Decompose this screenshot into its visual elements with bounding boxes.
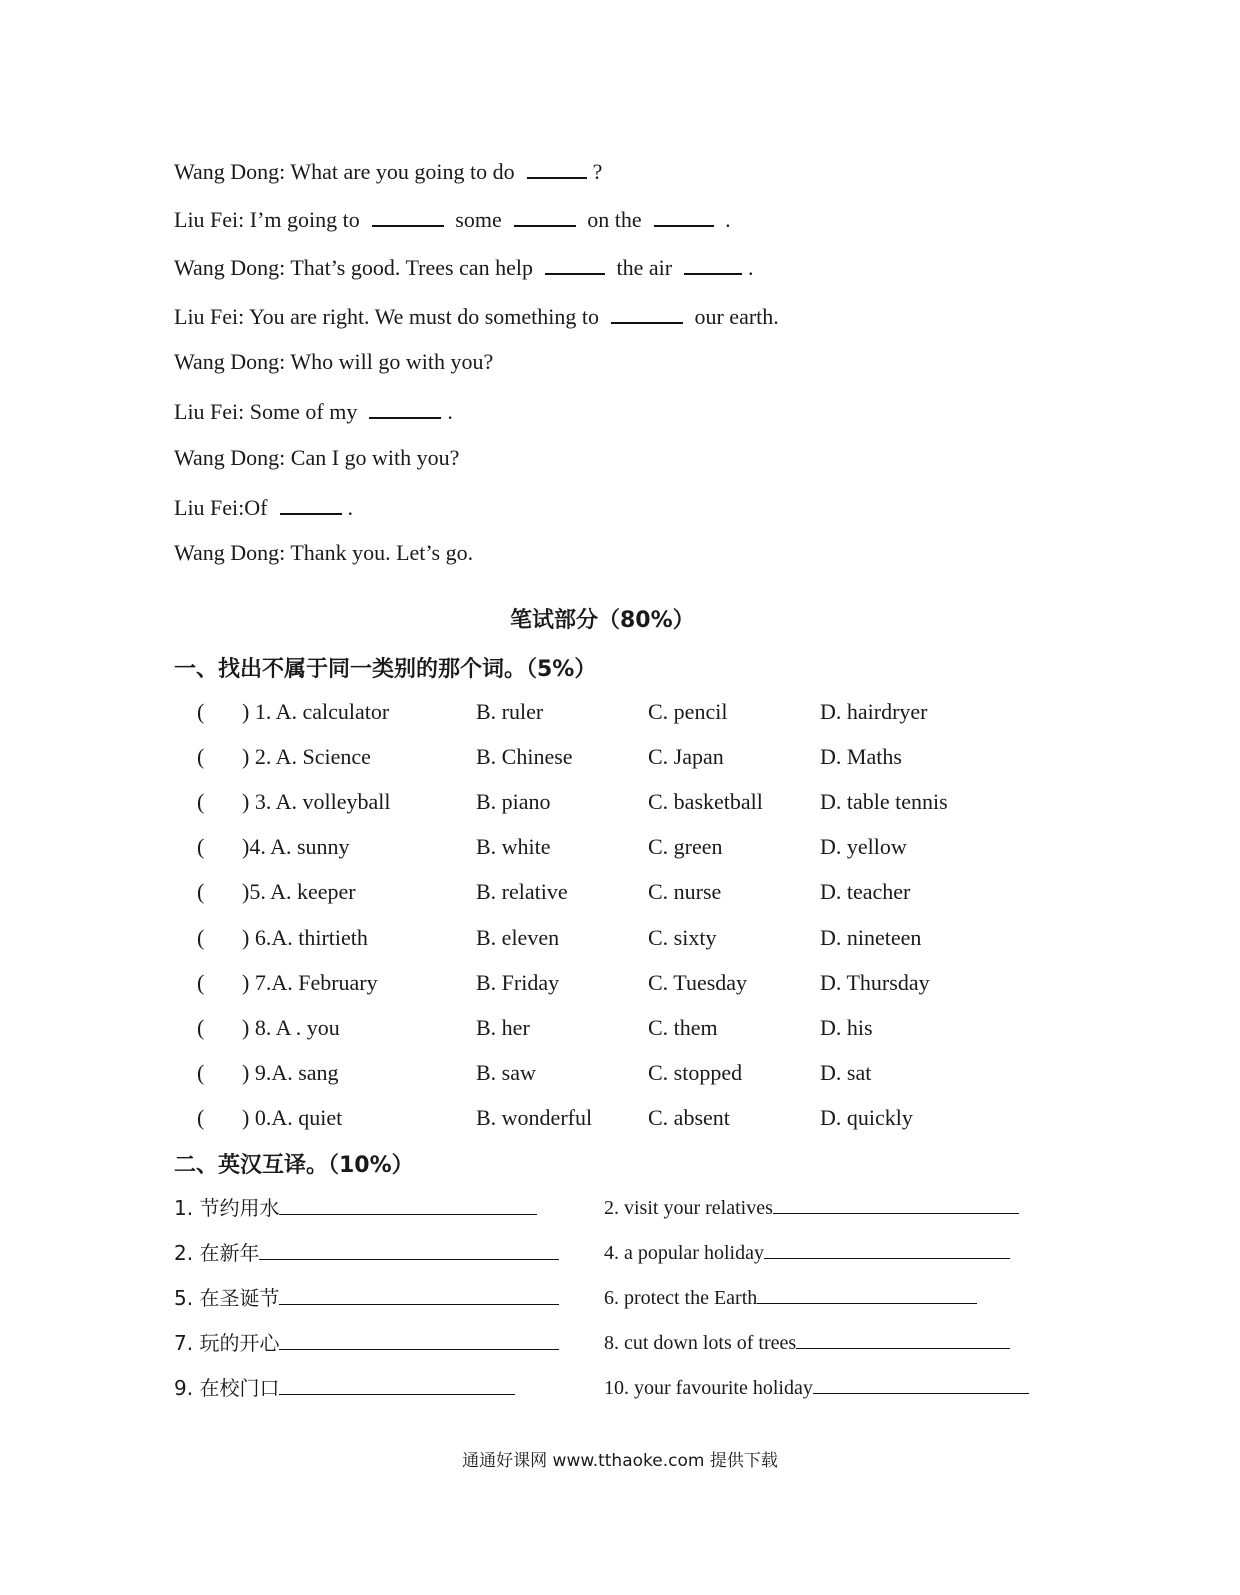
answer-bracket[interactable]: ( [197, 1014, 205, 1040]
translation-item [174, 1285, 559, 1312]
option-num: ) 8. A . you [242, 1014, 340, 1040]
answer-bracket[interactable]: ( [197, 834, 205, 860]
answer-line[interactable] [279, 1331, 559, 1350]
answer-blank[interactable] [611, 302, 683, 324]
dialogue-text: Liu Fei:Of [174, 495, 268, 520]
answer-blank[interactable] [684, 253, 742, 275]
option-b: B. relative [476, 879, 568, 905]
translation-item [604, 1285, 977, 1311]
translation-item [174, 1240, 559, 1267]
translation-prompt: 7. 玩的开心 [174, 1331, 280, 1355]
dialogue-text: Wang Dong: That’s good. Trees can help [174, 255, 533, 280]
answer-line[interactable] [764, 1240, 1010, 1259]
dialogue-text: Wang Dong: Who will go with you? [174, 349, 494, 374]
answer-blank[interactable] [372, 205, 444, 227]
dialogue-text: some [455, 207, 502, 232]
option-c: C. sixty [648, 924, 717, 950]
dialogue-text: on the [587, 207, 642, 232]
translation-item [174, 1375, 515, 1402]
option-d: D. Thursday [820, 969, 930, 995]
translation-prompt: 6. protect the Earth [604, 1287, 758, 1309]
option-b: B. eleven [476, 924, 560, 950]
translation-prompt: 4. a popular holiday [604, 1242, 764, 1264]
translation-item [604, 1240, 1010, 1266]
option-c: C. basketball [648, 789, 763, 815]
written-section-title: 笔试部分（80%） [510, 608, 695, 633]
option-num: )4. A. sunny [242, 834, 350, 860]
option-d: D. Maths [820, 744, 902, 770]
option-d: D. sat [820, 1059, 872, 1085]
section-1-title: 一、找出不属于同一类别的那个词。（5%） [174, 657, 597, 682]
page-footer: 通通好课网 www.tthaoke.com 提供下载 [462, 1451, 778, 1471]
option-num: )5. A. keeper [242, 879, 356, 905]
answer-bracket[interactable]: ( [197, 879, 205, 905]
option-num: ) 6.A. thirtieth [242, 924, 368, 950]
option-c: C. pencil [648, 699, 728, 724]
translation-prompt: 9. 在校门口 [174, 1376, 280, 1400]
answer-bracket[interactable]: ( [197, 1059, 205, 1085]
dialogue-line-5 [174, 349, 493, 375]
option-c: C. them [648, 1014, 718, 1040]
translation-prompt: 2. visit your relatives [604, 1197, 773, 1219]
dialogue-text: Liu Fei: I’m going to [174, 207, 360, 232]
section-2-title: 二、英汉互译。（10%） [174, 1153, 414, 1178]
option-c: C. Tuesday [648, 969, 748, 995]
answer-line[interactable] [796, 1330, 1010, 1349]
answer-blank[interactable] [545, 253, 605, 275]
option-b: B. wonderful [476, 1104, 593, 1130]
dialogue-text: Wang Dong: What are you going to do [174, 159, 515, 184]
answer-bracket[interactable]: ( [197, 1104, 205, 1130]
option-d: D. table tennis [820, 789, 948, 815]
option-d: D. hairdryer [820, 699, 928, 724]
option-num: ) 7.A. February [242, 969, 378, 995]
option-d: D. yellow [820, 834, 907, 860]
dialogue-line-6 [174, 397, 453, 425]
answer-bracket[interactable]: ( [197, 744, 205, 770]
dialogue-text: . [447, 399, 453, 424]
dialogue-line-1 [174, 157, 602, 185]
dialogue-text: Wang Dong: Thank you. Let’s go. [174, 540, 474, 565]
dialogue-text: . [725, 207, 731, 232]
option-c: C. stopped [648, 1059, 743, 1085]
option-d: D. quickly [820, 1104, 913, 1130]
answer-line[interactable] [279, 1376, 515, 1395]
answer-line[interactable] [813, 1375, 1029, 1394]
answer-bracket[interactable]: ( [197, 969, 205, 995]
translation-item [604, 1330, 1010, 1356]
translation-prompt: 2. 在新年 [174, 1241, 260, 1265]
translation-prompt: 5. 在圣诞节 [174, 1286, 280, 1310]
answer-line[interactable] [279, 1196, 537, 1215]
translation-prompt: 10. your favourite holiday [604, 1377, 813, 1399]
dialogue-line-2 [174, 205, 731, 233]
answer-line[interactable] [259, 1241, 559, 1260]
option-b: B. her [476, 1014, 530, 1040]
dialogue-line-9 [174, 540, 473, 566]
option-b: B. ruler [476, 699, 544, 724]
dialogue-text: . [347, 495, 353, 520]
option-b: B. Friday [476, 969, 560, 995]
option-num: ) 3. A. volleyball [242, 789, 391, 815]
option-c: C. Japan [648, 744, 724, 770]
option-num: ) 0.A. quiet [242, 1104, 343, 1130]
option-num: ) 1. A. calculator [242, 699, 390, 724]
answer-line[interactable] [279, 1286, 559, 1305]
dialogue-line-8 [174, 493, 353, 521]
dialogue-line-7 [174, 445, 459, 471]
translation-prompt: 1. 节约用水 [174, 1196, 280, 1220]
option-num: ) 2. A. Science [242, 744, 371, 770]
option-b: B. Chinese [476, 744, 573, 770]
answer-bracket[interactable]: ( [197, 789, 205, 815]
translation-item [174, 1330, 559, 1357]
answer-blank[interactable] [654, 205, 714, 227]
option-d: D. teacher [820, 879, 911, 905]
dialogue-text: . [748, 255, 754, 280]
option-c: C. nurse [648, 879, 722, 905]
dialogue-text: the air [616, 255, 673, 280]
translation-prompt: 8. cut down lots of trees [604, 1332, 797, 1354]
translation-item [604, 1195, 1019, 1221]
dialogue-line-3 [174, 253, 754, 281]
dialogue-text: Liu Fei: You are right. We must do something to [174, 304, 599, 329]
answer-bracket[interactable]: ( [197, 924, 205, 950]
option-d: D. his [820, 1014, 873, 1040]
dialogue-text: ? [592, 159, 603, 184]
answer-blank[interactable] [514, 205, 576, 227]
option-num: ) 9.A. sang [242, 1059, 339, 1085]
answer-line[interactable] [773, 1195, 1019, 1214]
answer-bracket[interactable]: ( [197, 699, 205, 724]
option-c: C. absent [648, 1104, 730, 1130]
dialogue-text: Liu Fei: Some of my [174, 399, 358, 424]
option-b: B. piano [476, 789, 551, 815]
answer-blank[interactable] [280, 493, 342, 515]
option-b: B. saw [476, 1059, 536, 1085]
option-b: B. white [476, 834, 551, 860]
translation-item [604, 1375, 1029, 1401]
option-c: C. green [648, 834, 723, 860]
answer-blank[interactable] [369, 397, 441, 419]
dialogue-text: our earth. [694, 304, 779, 329]
option-d: D. nineteen [820, 924, 922, 950]
translation-item [174, 1195, 537, 1222]
dialogue-line-4 [174, 302, 779, 330]
dialogue-text: Wang Dong: Can I go with you? [174, 445, 460, 470]
answer-blank[interactable] [527, 157, 587, 179]
answer-line[interactable] [757, 1285, 977, 1304]
